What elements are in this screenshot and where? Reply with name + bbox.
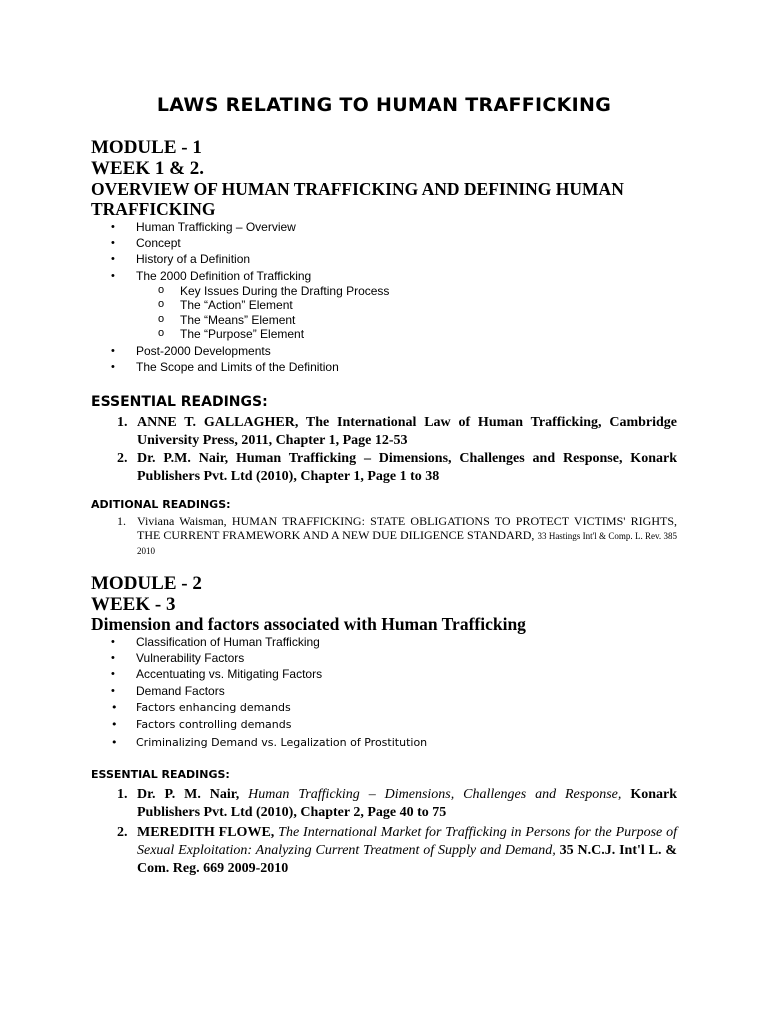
list-item: • The 2000 Definition of Trafficking xyxy=(0,268,389,284)
module-2-heading: Dimension and factors associated with Human Trafficking xyxy=(91,614,526,634)
reading-text: Viviana Waisman, HUMAN TRAFFICKING: STATE OBLIGATIONS TO PROTECT VICTIMS' RIGHTS, THE CURRENT FRAMEWORK AND A NEW DUE DILIGENCE STANDARD, xyxy=(137,514,677,542)
list-item: • Vulnerability Factors xyxy=(0,650,427,666)
sub-list-item: o Key Issues During the Drafting Process xyxy=(0,284,389,299)
reading-item xyxy=(0,824,768,878)
module-1-heading-cont: TRAFFICKING xyxy=(91,199,216,219)
reading-author: Dr. P. M. Nair, xyxy=(137,787,249,802)
module-1-additional-readings xyxy=(0,514,768,558)
reading-item xyxy=(0,514,768,558)
module-2-week: WEEK - 3 xyxy=(91,594,176,615)
reading-source: Konark Publishers Pvt. Ltd (2010), Chapter 2, Page 40 to 75 xyxy=(137,787,678,820)
module-1-topic-list xyxy=(0,219,389,375)
reading-author: MEREDITH FLOWE, xyxy=(137,825,279,840)
list-item: • History of a Definition xyxy=(0,251,389,267)
reading-item xyxy=(0,450,768,486)
list-item: • Factors controlling demands xyxy=(0,716,427,734)
reading-title: The International Market for Trafficking in Persons for the Purpose of Sexual Exploitation: Analyzing Current Treatment of Supply and Demand, xyxy=(137,825,677,858)
list-item: • Criminalizing Demand vs. Legalization of Prostitution xyxy=(0,734,427,752)
subtopic-container xyxy=(0,284,389,342)
list-item: • Concept xyxy=(0,235,389,251)
list-item: • Post-2000 Developments xyxy=(0,343,389,359)
reading-citation: 33 Hastings Int'l & Comp. L. Rev. 385 2010 xyxy=(137,531,677,556)
additional-readings-heading: ADITIONAL READINGS: xyxy=(91,498,231,511)
sub-list-item: o The “Purpose” Element xyxy=(0,327,389,342)
module-1-essential-readings xyxy=(0,414,768,486)
essential-readings-heading: ESSENTIAL READINGS: xyxy=(91,394,268,410)
list-item: • Human Trafficking – Overview xyxy=(0,219,389,235)
document-title: LAWS RELATING TO HUMAN TRAFFICKING xyxy=(156,94,612,116)
module-2-essential-readings xyxy=(0,786,768,878)
sub-list-item: o The “Action” Element xyxy=(0,298,389,313)
reading-number: 2. xyxy=(117,451,128,466)
list-item: • Demand Factors xyxy=(0,683,427,699)
reading-title: Human Trafficking – Dimensions, Challenges and Response, xyxy=(248,787,631,802)
list-item: • Factors enhancing demands xyxy=(0,699,427,717)
module-1-week: WEEK 1 & 2. xyxy=(91,158,204,179)
list-item: • Classification of Human Trafficking xyxy=(0,634,427,650)
module-2-label: MODULE - 2 xyxy=(91,573,202,594)
reading-text: Dr. P.M. Nair, Human Trafficking – Dimensions, Challenges and Response, Konark Publishers Pvt. Ltd (2010), Chapter 1, Page 1 to 38 xyxy=(137,451,677,484)
module-1-label: MODULE - 1 xyxy=(91,137,202,158)
reading-number: 1. xyxy=(117,415,128,430)
module-1-heading: OVERVIEW OF HUMAN TRAFFICKING AND DEFINING HUMAN xyxy=(91,179,624,199)
list-item: • Accentuating vs. Mitigating Factors xyxy=(0,666,427,682)
list-item: • The Scope and Limits of the Definition xyxy=(0,359,389,375)
reading-item xyxy=(0,414,768,450)
reading-number: 2. xyxy=(117,825,128,840)
essential-readings-heading: ESSENTIAL READINGS: xyxy=(91,768,230,781)
reading-item xyxy=(0,786,768,822)
reading-number: 1. xyxy=(117,514,126,528)
reading-number: 1. xyxy=(117,787,128,802)
reading-text: ANNE T. GALLAGHER, The International Law of Human Trafficking, Cambridge University Press, 2011, Chapter 1, Page 12-53 xyxy=(137,415,677,448)
sub-list-item: o The “Means” Element xyxy=(0,313,389,328)
module-2-topic-list xyxy=(0,634,427,751)
reading-source: 35 N.C.J. Int'l L. & Com. Reg. 669 2009-2010 xyxy=(137,843,677,876)
module-1-subtopic-list xyxy=(0,284,389,342)
